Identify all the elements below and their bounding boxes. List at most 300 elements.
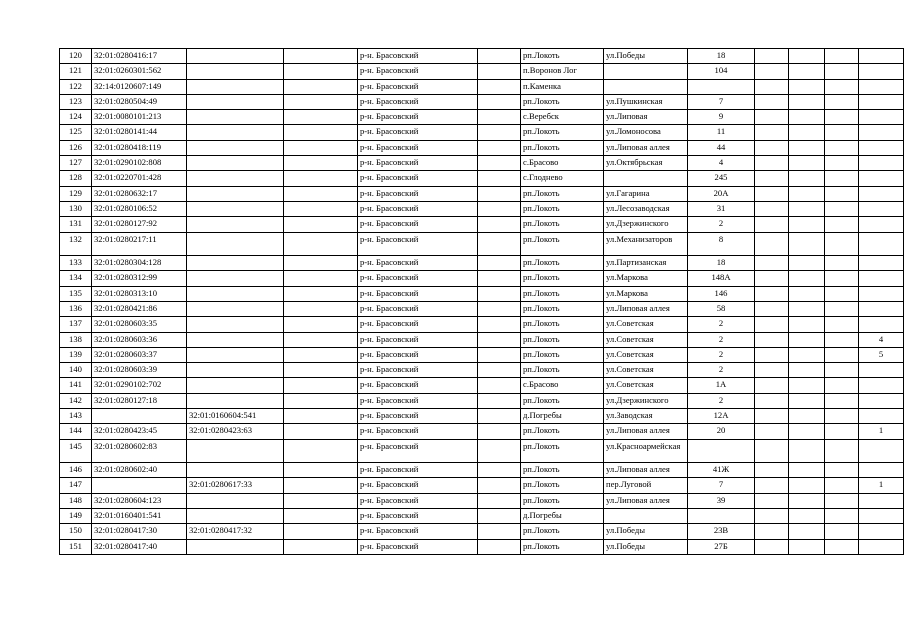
row-number-cell: 148 xyxy=(60,493,92,508)
apartment-number-cell xyxy=(859,509,904,524)
street-cell: ул.Липовая аллея xyxy=(604,140,688,155)
empty-cell xyxy=(825,201,859,216)
district-cell: р-н. Брасовский xyxy=(358,256,478,271)
empty-cell xyxy=(284,332,358,347)
street-cell: ул.Механизаторов xyxy=(604,232,688,256)
settlement-cell: рп.Локоть xyxy=(521,463,604,478)
empty-cell xyxy=(478,140,521,155)
empty-cell xyxy=(478,301,521,316)
district-cell: р-н. Брасовский xyxy=(358,186,478,201)
settlement-cell: рп.Локоть xyxy=(521,393,604,408)
empty-cell xyxy=(284,64,358,79)
apartment-number-cell xyxy=(859,49,904,64)
empty-cell xyxy=(825,49,859,64)
apartment-number-cell xyxy=(859,317,904,332)
cadastral-number-cell: 32:01:0280313:10 xyxy=(92,286,187,301)
empty-cell xyxy=(478,409,521,424)
empty-cell xyxy=(284,110,358,125)
empty-cell xyxy=(825,79,859,94)
linked-cadastral-number-cell xyxy=(187,49,284,64)
linked-cadastral-number-cell xyxy=(187,539,284,554)
row-number-cell: 151 xyxy=(60,539,92,554)
settlement-cell: рп.Локоть xyxy=(521,186,604,201)
apartment-number-cell xyxy=(859,463,904,478)
street-cell: ул.Советская xyxy=(604,332,688,347)
apartment-number-cell xyxy=(859,64,904,79)
empty-cell xyxy=(825,140,859,155)
cadastral-number-cell: 32:01:0280417:40 xyxy=(92,539,187,554)
settlement-cell: рп.Локоть xyxy=(521,317,604,332)
empty-cell xyxy=(478,363,521,378)
empty-cell xyxy=(789,347,825,362)
street-cell: ул.Дзержинского xyxy=(604,393,688,408)
apartment-number-cell xyxy=(859,539,904,554)
linked-cadastral-number-cell xyxy=(187,79,284,94)
settlement-cell: с.Брасово xyxy=(521,156,604,171)
empty-cell xyxy=(478,463,521,478)
empty-cell xyxy=(478,232,521,256)
property-table xyxy=(59,48,904,555)
settlement-cell: рп.Локоть xyxy=(521,301,604,316)
empty-cell xyxy=(825,347,859,362)
apartment-number-cell xyxy=(859,110,904,125)
linked-cadastral-number-cell xyxy=(187,140,284,155)
table-row xyxy=(60,217,904,232)
street-cell: ул.Гагарина xyxy=(604,186,688,201)
row-number-cell: 131 xyxy=(60,217,92,232)
cadastral-number-cell: 32:01:0280603:35 xyxy=(92,317,187,332)
empty-cell xyxy=(755,332,789,347)
empty-cell xyxy=(478,439,521,463)
empty-cell xyxy=(825,271,859,286)
street-cell: ул.Липовая xyxy=(604,110,688,125)
house-number-cell: 2 xyxy=(688,347,755,362)
table-row xyxy=(60,186,904,201)
empty-cell xyxy=(478,493,521,508)
empty-cell xyxy=(755,539,789,554)
empty-cell xyxy=(825,524,859,539)
settlement-cell: с.Веребск xyxy=(521,110,604,125)
empty-cell xyxy=(284,79,358,94)
row-number-cell: 132 xyxy=(60,232,92,256)
cadastral-number-cell: 32:01:0280416:17 xyxy=(92,49,187,64)
empty-cell xyxy=(284,286,358,301)
settlement-cell: рп.Локоть xyxy=(521,478,604,493)
empty-cell xyxy=(789,463,825,478)
apartment-number-cell: 5 xyxy=(859,347,904,362)
empty-cell xyxy=(789,256,825,271)
cadastral-number-cell: 32:01:0280632:17 xyxy=(92,186,187,201)
empty-cell xyxy=(284,271,358,286)
linked-cadastral-number-cell xyxy=(187,64,284,79)
empty-cell xyxy=(478,79,521,94)
cadastral-number-cell: 32:01:0280417:30 xyxy=(92,524,187,539)
row-number-cell: 142 xyxy=(60,393,92,408)
empty-cell xyxy=(755,125,789,140)
linked-cadastral-number-cell: 32:01:0280617:33 xyxy=(187,478,284,493)
empty-cell xyxy=(825,363,859,378)
house-number-cell: 39 xyxy=(688,493,755,508)
table-row xyxy=(60,317,904,332)
empty-cell xyxy=(755,363,789,378)
empty-cell xyxy=(825,301,859,316)
district-cell: р-н. Брасовский xyxy=(358,110,478,125)
linked-cadastral-number-cell xyxy=(187,256,284,271)
district-cell: р-н. Брасовский xyxy=(358,363,478,378)
empty-cell xyxy=(284,347,358,362)
empty-cell xyxy=(755,64,789,79)
settlement-cell: д.Погребы xyxy=(521,509,604,524)
empty-cell xyxy=(755,378,789,393)
linked-cadastral-number-cell xyxy=(187,463,284,478)
empty-cell xyxy=(478,125,521,140)
empty-cell xyxy=(284,378,358,393)
street-cell: ул.Победы xyxy=(604,539,688,554)
house-number-cell: 31 xyxy=(688,201,755,216)
empty-cell xyxy=(478,110,521,125)
empty-cell xyxy=(284,217,358,232)
district-cell: р-н. Брасовский xyxy=(358,64,478,79)
empty-cell xyxy=(478,393,521,408)
street-cell: ул.Липовая аллея xyxy=(604,493,688,508)
settlement-cell: рп.Локоть xyxy=(521,347,604,362)
empty-cell xyxy=(284,140,358,155)
street-cell: ул.Липовая аллея xyxy=(604,463,688,478)
settlement-cell: с.Глоднево xyxy=(521,171,604,186)
district-cell: р-н. Брасовский xyxy=(358,378,478,393)
empty-cell xyxy=(755,393,789,408)
empty-cell xyxy=(284,424,358,439)
empty-cell xyxy=(825,424,859,439)
row-number-cell: 123 xyxy=(60,94,92,109)
district-cell: р-н. Брасовский xyxy=(358,171,478,186)
empty-cell xyxy=(825,393,859,408)
house-number-cell: 146 xyxy=(688,286,755,301)
table-row xyxy=(60,478,904,493)
empty-cell xyxy=(478,156,521,171)
cadastral-number-cell: 32:01:0290102:808 xyxy=(92,156,187,171)
house-number-cell: 18 xyxy=(688,49,755,64)
empty-cell xyxy=(755,524,789,539)
table-row xyxy=(60,140,904,155)
empty-cell xyxy=(789,409,825,424)
house-number-cell: 7 xyxy=(688,478,755,493)
linked-cadastral-number-cell xyxy=(187,317,284,332)
linked-cadastral-number-cell: 32:01:0160604:541 xyxy=(187,409,284,424)
district-cell: р-н. Брасовский xyxy=(358,140,478,155)
empty-cell xyxy=(755,110,789,125)
row-number-cell: 141 xyxy=(60,378,92,393)
table-row xyxy=(60,509,904,524)
empty-cell xyxy=(789,49,825,64)
house-number-cell xyxy=(688,79,755,94)
linked-cadastral-number-cell: 32:01:0280417:32 xyxy=(187,524,284,539)
table-row xyxy=(60,539,904,554)
table-row xyxy=(60,64,904,79)
empty-cell xyxy=(825,463,859,478)
table-row xyxy=(60,424,904,439)
table-row xyxy=(60,171,904,186)
table-row xyxy=(60,363,904,378)
empty-cell xyxy=(755,256,789,271)
apartment-number-cell xyxy=(859,378,904,393)
linked-cadastral-number-cell xyxy=(187,186,284,201)
empty-cell xyxy=(478,171,521,186)
row-number-cell: 133 xyxy=(60,256,92,271)
apartment-number-cell: 1 xyxy=(859,478,904,493)
district-cell: р-н. Брасовский xyxy=(358,493,478,508)
cadastral-number-cell: 32:01:0280106:52 xyxy=(92,201,187,216)
cadastral-number-cell xyxy=(92,409,187,424)
district-cell: р-н. Брасовский xyxy=(358,156,478,171)
district-cell: р-н. Брасовский xyxy=(358,463,478,478)
empty-cell xyxy=(755,94,789,109)
empty-cell xyxy=(789,286,825,301)
table-row xyxy=(60,439,904,463)
linked-cadastral-number-cell: 32:01:0280423:63 xyxy=(187,424,284,439)
row-number-cell: 127 xyxy=(60,156,92,171)
settlement-cell: п.Воронов Лог xyxy=(521,64,604,79)
empty-cell xyxy=(284,493,358,508)
cadastral-number-cell: 32:01:0160401:541 xyxy=(92,509,187,524)
settlement-cell: рп.Локоть xyxy=(521,125,604,140)
empty-cell xyxy=(789,64,825,79)
empty-cell xyxy=(284,509,358,524)
empty-cell xyxy=(789,156,825,171)
street-cell: ул.Ломоносова xyxy=(604,125,688,140)
linked-cadastral-number-cell xyxy=(187,493,284,508)
apartment-number-cell xyxy=(859,201,904,216)
empty-cell xyxy=(755,232,789,256)
cadastral-number-cell: 32:01:0280602:40 xyxy=(92,463,187,478)
house-number-cell: 2 xyxy=(688,317,755,332)
empty-cell xyxy=(284,478,358,493)
empty-cell xyxy=(825,509,859,524)
settlement-cell: рп.Локоть xyxy=(521,94,604,109)
table-row xyxy=(60,463,904,478)
apartment-number-cell xyxy=(859,140,904,155)
empty-cell xyxy=(755,201,789,216)
empty-cell xyxy=(825,64,859,79)
empty-cell xyxy=(478,64,521,79)
cadastral-number-cell: 32:01:0280141:44 xyxy=(92,125,187,140)
linked-cadastral-number-cell xyxy=(187,332,284,347)
row-number-cell: 136 xyxy=(60,301,92,316)
house-number-cell xyxy=(688,509,755,524)
row-number-cell: 126 xyxy=(60,140,92,155)
empty-cell xyxy=(789,317,825,332)
table-row xyxy=(60,524,904,539)
row-number-cell: 122 xyxy=(60,79,92,94)
empty-cell xyxy=(284,171,358,186)
linked-cadastral-number-cell xyxy=(187,378,284,393)
street-cell: ул.Липовая аллея xyxy=(604,301,688,316)
linked-cadastral-number-cell xyxy=(187,125,284,140)
row-number-cell: 124 xyxy=(60,110,92,125)
empty-cell xyxy=(755,171,789,186)
street-cell: ул.Советская xyxy=(604,363,688,378)
street-cell: ул.Советская xyxy=(604,378,688,393)
empty-cell xyxy=(755,156,789,171)
empty-cell xyxy=(825,186,859,201)
house-number-cell: 148А xyxy=(688,271,755,286)
empty-cell xyxy=(478,217,521,232)
apartment-number-cell xyxy=(859,256,904,271)
empty-cell xyxy=(284,256,358,271)
table-row xyxy=(60,256,904,271)
district-cell: р-н. Брасовский xyxy=(358,509,478,524)
empty-cell xyxy=(478,94,521,109)
row-number-cell: 134 xyxy=(60,271,92,286)
settlement-cell: рп.Локоть xyxy=(521,332,604,347)
empty-cell xyxy=(284,156,358,171)
table-row xyxy=(60,232,904,256)
empty-cell xyxy=(284,317,358,332)
empty-cell xyxy=(789,171,825,186)
cadastral-number-cell: 32:14:0120607:149 xyxy=(92,79,187,94)
empty-cell xyxy=(284,524,358,539)
cadastral-number-cell: 32:01:0280421:86 xyxy=(92,301,187,316)
empty-cell xyxy=(825,217,859,232)
empty-cell xyxy=(789,439,825,463)
street-cell: ул.Советская xyxy=(604,317,688,332)
linked-cadastral-number-cell xyxy=(187,156,284,171)
street-cell: ул.Липовая аллея xyxy=(604,424,688,439)
linked-cadastral-number-cell xyxy=(187,232,284,256)
district-cell: р-н. Брасовский xyxy=(358,49,478,64)
house-number-cell: 20А xyxy=(688,186,755,201)
linked-cadastral-number-cell xyxy=(187,217,284,232)
row-number-cell: 150 xyxy=(60,524,92,539)
empty-cell xyxy=(478,478,521,493)
table-row xyxy=(60,156,904,171)
district-cell: р-н. Брасовский xyxy=(358,539,478,554)
empty-cell xyxy=(755,463,789,478)
empty-cell xyxy=(755,478,789,493)
empty-cell xyxy=(755,509,789,524)
empty-cell xyxy=(789,332,825,347)
table-row xyxy=(60,49,904,64)
empty-cell xyxy=(825,439,859,463)
cadastral-number-cell: 32:01:0280127:92 xyxy=(92,217,187,232)
row-number-cell: 139 xyxy=(60,347,92,362)
empty-cell xyxy=(789,378,825,393)
row-number-cell: 128 xyxy=(60,171,92,186)
empty-cell xyxy=(284,49,358,64)
street-cell: ул.Октябрьская xyxy=(604,156,688,171)
empty-cell xyxy=(825,286,859,301)
house-number-cell: 104 xyxy=(688,64,755,79)
apartment-number-cell xyxy=(859,186,904,201)
district-cell: р-н. Брасовский xyxy=(358,79,478,94)
row-number-cell: 129 xyxy=(60,186,92,201)
house-number-cell: 2 xyxy=(688,217,755,232)
district-cell: р-н. Брасовский xyxy=(358,217,478,232)
house-number-cell: 2 xyxy=(688,363,755,378)
empty-cell xyxy=(478,201,521,216)
house-number-cell: 58 xyxy=(688,301,755,316)
empty-cell xyxy=(789,539,825,554)
empty-cell xyxy=(789,393,825,408)
settlement-cell: рп.Локоть xyxy=(521,256,604,271)
apartment-number-cell xyxy=(859,79,904,94)
empty-cell xyxy=(825,332,859,347)
settlement-cell: рп.Локоть xyxy=(521,493,604,508)
settlement-cell: рп.Локоть xyxy=(521,439,604,463)
house-number-cell: 41Ж xyxy=(688,463,755,478)
house-number-cell: 245 xyxy=(688,171,755,186)
district-cell: р-н. Брасовский xyxy=(358,409,478,424)
empty-cell xyxy=(755,424,789,439)
empty-cell xyxy=(755,286,789,301)
empty-cell xyxy=(284,463,358,478)
empty-cell xyxy=(789,94,825,109)
street-cell: ул.Победы xyxy=(604,49,688,64)
house-number-cell: 7 xyxy=(688,94,755,109)
house-number-cell: 4 xyxy=(688,156,755,171)
row-number-cell: 149 xyxy=(60,509,92,524)
settlement-cell: рп.Локоть xyxy=(521,49,604,64)
cadastral-number-cell: 32:01:0260301:562 xyxy=(92,64,187,79)
empty-cell xyxy=(789,186,825,201)
empty-cell xyxy=(284,363,358,378)
empty-cell xyxy=(478,49,521,64)
empty-cell xyxy=(478,347,521,362)
table-row xyxy=(60,94,904,109)
empty-cell xyxy=(284,301,358,316)
empty-cell xyxy=(284,439,358,463)
empty-cell xyxy=(478,256,521,271)
table-row xyxy=(60,493,904,508)
table-row xyxy=(60,110,904,125)
empty-cell xyxy=(284,539,358,554)
cadastral-number-cell: 32:01:0280604:123 xyxy=(92,493,187,508)
house-number-cell: 11 xyxy=(688,125,755,140)
street-cell: ул.Заводская xyxy=(604,409,688,424)
empty-cell xyxy=(755,49,789,64)
cadastral-number-cell: 32:01:0280504:49 xyxy=(92,94,187,109)
linked-cadastral-number-cell xyxy=(187,271,284,286)
table-row xyxy=(60,409,904,424)
empty-cell xyxy=(789,509,825,524)
empty-cell xyxy=(478,539,521,554)
linked-cadastral-number-cell xyxy=(187,171,284,186)
cadastral-number-cell: 32:01:0080101:213 xyxy=(92,110,187,125)
settlement-cell: рп.Локоть xyxy=(521,217,604,232)
cadastral-number-cell: 32:01:0290102:702 xyxy=(92,378,187,393)
linked-cadastral-number-cell xyxy=(187,363,284,378)
district-cell: р-н. Брасовский xyxy=(358,232,478,256)
apartment-number-cell xyxy=(859,125,904,140)
linked-cadastral-number-cell xyxy=(187,110,284,125)
district-cell: р-н. Брасовский xyxy=(358,393,478,408)
row-number-cell: 143 xyxy=(60,409,92,424)
empty-cell xyxy=(825,378,859,393)
settlement-cell: д.Погребы xyxy=(521,409,604,424)
district-cell: р-н. Брасовский xyxy=(358,439,478,463)
row-number-cell: 135 xyxy=(60,286,92,301)
linked-cadastral-number-cell xyxy=(187,286,284,301)
empty-cell xyxy=(789,424,825,439)
apartment-number-cell xyxy=(859,439,904,463)
empty-cell xyxy=(284,125,358,140)
empty-cell xyxy=(825,232,859,256)
empty-cell xyxy=(825,493,859,508)
empty-cell xyxy=(284,94,358,109)
table-row xyxy=(60,301,904,316)
house-number-cell: 12А xyxy=(688,409,755,424)
empty-cell xyxy=(478,424,521,439)
